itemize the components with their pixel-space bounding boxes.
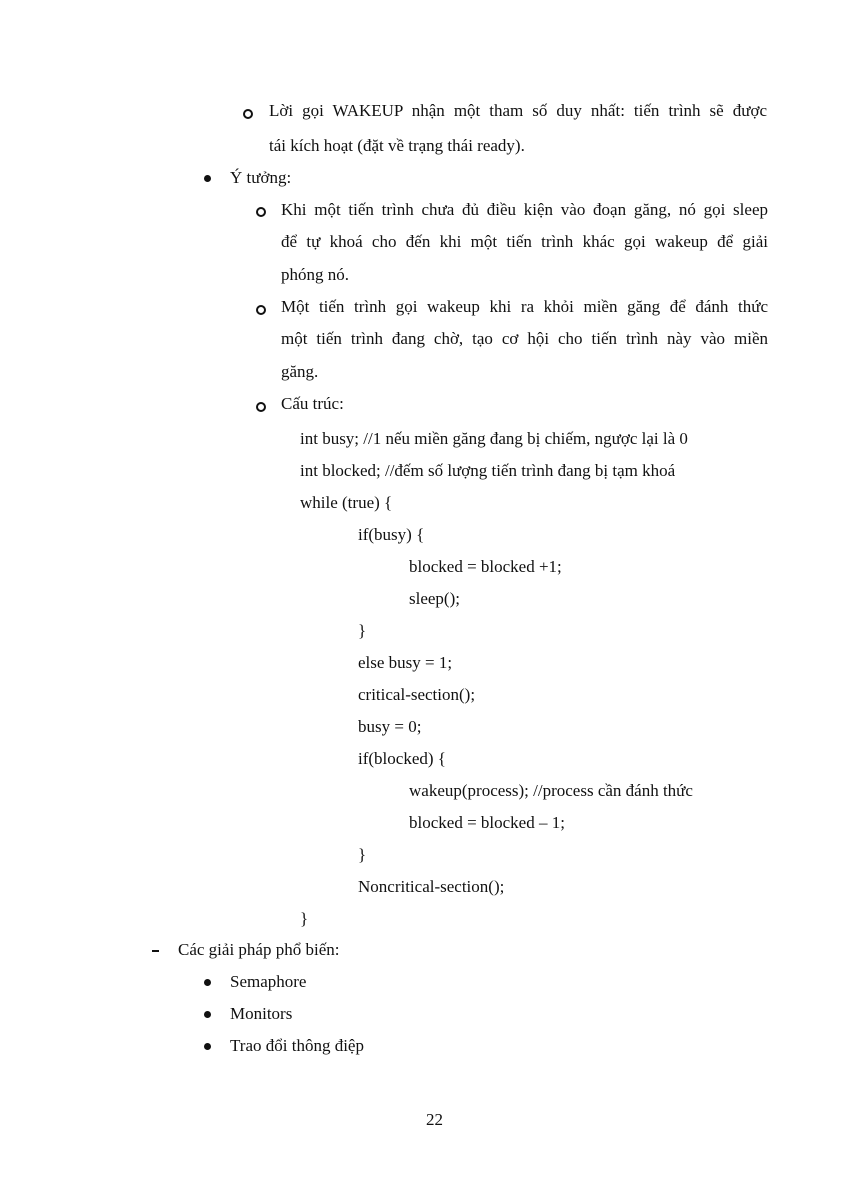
code-line: } — [300, 909, 309, 928]
code-line: if(busy) { — [358, 525, 425, 544]
wakeup-line-1: Lời gọi WAKEUP nhận một tham số duy nhất: tiến trình sẽ được — [269, 101, 767, 120]
code-line: Noncritical-section(); — [358, 877, 505, 896]
code-line: if(blocked) { — [358, 749, 446, 768]
code-line: busy = 0; — [358, 717, 422, 736]
solution-item: Trao đổi thông điệp — [230, 1036, 364, 1055]
structure-heading: Cấu trúc: — [281, 394, 344, 413]
code-line: int busy; //1 nếu miền găng đang bị chiếm, ngược lại là 0 — [300, 429, 688, 448]
solution-item: Semaphore — [230, 972, 307, 991]
code-line: int blocked; //đếm số lượng tiến trình đang bị tạm khoá — [300, 461, 676, 480]
idea2-line-3: găng. — [281, 362, 319, 381]
bullet-icon — [204, 1043, 211, 1050]
circle-bullet-icon — [243, 109, 253, 119]
solutions-heading: Các giải pháp phổ biến: — [178, 940, 340, 959]
code-line: blocked = blocked +1; — [409, 557, 562, 576]
code-line: while (true) { — [300, 493, 393, 512]
bullet-icon — [204, 175, 211, 182]
code-line: wakeup(process); //process cần đánh thức — [409, 781, 693, 800]
code-line: } — [358, 621, 367, 640]
circle-bullet-icon — [256, 207, 266, 217]
dash-bullet-icon — [152, 950, 159, 952]
bullet-icon — [204, 1011, 211, 1018]
idea1-line-1: Khi một tiến trình chưa đủ điều kiện vào đoạn găng, nó gọi sleep — [281, 200, 768, 219]
idea-heading: Ý tưởng: — [230, 168, 292, 187]
page-number: 22 — [426, 1110, 443, 1129]
idea2-line-2: một tiến trình đang chờ, tạo cơ hội cho tiến trình này vào miền — [281, 329, 768, 348]
idea1-line-2: để tự khoá cho đến khi một tiến trình khác gọi wakeup để giải — [281, 232, 768, 251]
solution-item: Monitors — [230, 1004, 293, 1023]
wakeup-line-2: tái kích hoạt (đặt về trạng thái ready). — [269, 136, 525, 155]
bullet-icon — [204, 979, 211, 986]
circle-bullet-icon — [256, 305, 266, 315]
circle-bullet-icon — [256, 402, 266, 412]
code-line: else busy = 1; — [358, 653, 453, 672]
code-line: critical-section(); — [358, 685, 476, 704]
code-line: sleep(); — [409, 589, 460, 608]
code-line: blocked = blocked – 1; — [409, 813, 565, 832]
idea2-line-1: Một tiến trình gọi wakeup khi ra khỏi miền găng để đánh thức — [281, 297, 768, 316]
code-line: } — [358, 845, 367, 864]
idea1-line-3: phóng nó. — [281, 265, 349, 284]
